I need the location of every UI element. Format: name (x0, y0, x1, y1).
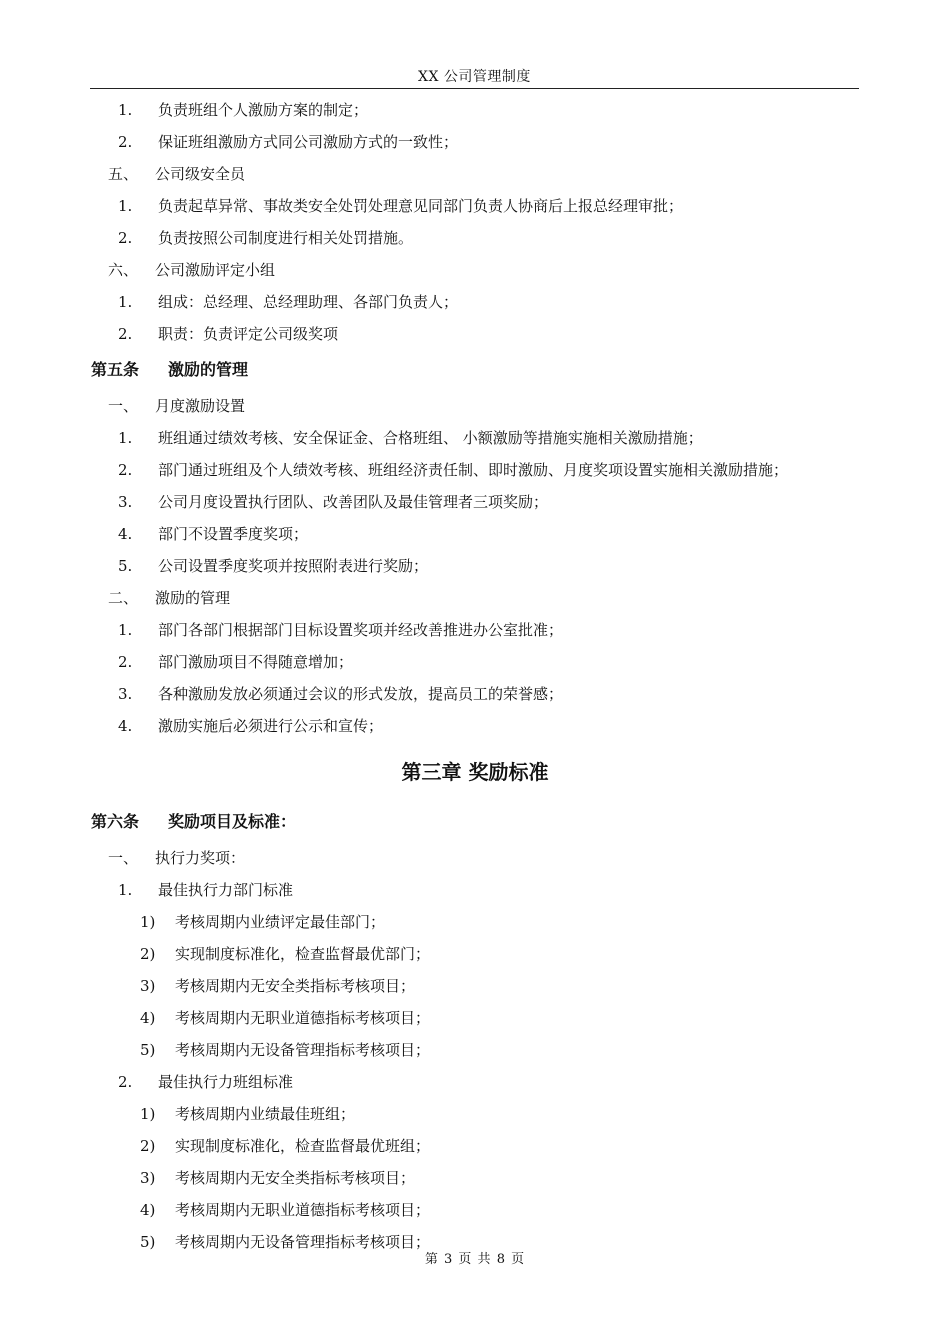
article-heading (0, 802, 950, 842)
item-text: 部门各部门根据部门目标设置奖项并经改善推进办公室批准； (158, 621, 564, 639)
item-text: 组成：总经理、总经理助理、各部门负责人； (158, 293, 459, 311)
section-item (0, 390, 950, 422)
item-text: 考核周期内无安全类指标考核项目； (175, 977, 416, 995)
section-item (0, 158, 950, 190)
item-text: 考核周期内无职业道德指标考核项目； (175, 1201, 431, 1219)
list-item (0, 614, 950, 646)
item-text: 实现制度标准化，检查监督最优班组； (175, 1137, 431, 1155)
sub-list-item (0, 1034, 950, 1066)
sub-list-item (0, 1194, 950, 1226)
item-number: 2) (140, 945, 156, 963)
item-number: 4. (118, 525, 133, 543)
item-text: 部门激励项目不得随意增加； (158, 653, 354, 671)
item-text: 保证班组激励方式同公司激励方式的一致性； (158, 133, 459, 151)
section-item (0, 582, 950, 614)
list-item (0, 518, 950, 550)
item-number: 2. (118, 229, 133, 247)
item-text: 负责按照公司制度进行相关处罚措施。 (158, 229, 414, 247)
page-footer: 第 3 页 共 8 页 (424, 1252, 526, 1267)
item-text: 最佳执行力部门标准 (158, 881, 294, 899)
list-item (0, 1066, 950, 1098)
item-number: 3) (140, 977, 156, 995)
page-header-title: XX 公司管理制度 (418, 69, 531, 85)
section-item (0, 254, 950, 286)
item-number: 1. (118, 429, 133, 447)
item-number: 一、 (108, 397, 139, 415)
article-number: 第五条 (91, 360, 140, 379)
item-number: 2) (140, 1137, 156, 1155)
chapter-heading: 第三章 奖励标准 (401, 760, 549, 784)
list-item (0, 550, 950, 582)
item-number: 5) (140, 1233, 156, 1251)
item-number: 二、 (108, 589, 139, 607)
item-number: 4) (140, 1201, 156, 1219)
sub-list-item (0, 1002, 950, 1034)
list-item (0, 190, 950, 222)
item-number: 3. (118, 493, 133, 511)
item-text: 月度激励设置 (155, 397, 246, 415)
item-number: 4. (118, 717, 133, 735)
item-text: 考核周期内无设备管理指标考核项目； (175, 1233, 431, 1251)
list-item (0, 126, 950, 158)
item-text: 考核周期内无职业道德指标考核项目； (175, 1009, 431, 1027)
section-item (0, 842, 950, 874)
item-number: 2. (118, 653, 133, 671)
item-text: 执行力奖项： (155, 849, 246, 867)
sub-list-item (0, 1130, 950, 1162)
list-item (0, 222, 950, 254)
item-text: 激励实施后必须进行公示和宣传； (158, 717, 384, 735)
sub-list-item (0, 1098, 950, 1130)
item-number: 1) (140, 913, 156, 931)
item-number: 3) (140, 1169, 156, 1187)
item-text: 考核周期内无安全类指标考核项目； (175, 1169, 416, 1187)
item-text: 最佳执行力班组标准 (158, 1073, 294, 1091)
item-number: 5. (118, 557, 133, 575)
article-title: 奖励项目及标准： (168, 812, 297, 831)
list-item (0, 678, 950, 710)
item-text: 公司月度设置执行团队、改善团队及最佳管理者三项奖励； (158, 493, 549, 511)
list-item (0, 710, 950, 742)
list-item (0, 874, 950, 906)
item-text: 各种激励发放必须通过会议的形式发放，提高员工的荣誉感； (158, 685, 564, 703)
item-text: 职责：负责评定公司级奖项 (158, 325, 339, 343)
item-number: 五、 (108, 165, 139, 183)
item-text: 公司级安全员 (155, 165, 246, 183)
sub-list-item (0, 1162, 950, 1194)
document-body (0, 94, 950, 1258)
list-item (0, 646, 950, 678)
item-number: 2. (118, 1073, 133, 1091)
item-number: 六、 (108, 261, 139, 279)
sub-list-item (0, 938, 950, 970)
item-text: 公司激励评定小组 (155, 261, 276, 279)
item-number: 一、 (108, 849, 139, 867)
item-number: 5) (140, 1041, 156, 1059)
item-text: 部门通过班组及个人绩效考核、班组经济责任制、即时激励、月度奖项设置实施相关激励措施； (158, 461, 789, 479)
list-item (0, 454, 950, 486)
item-text: 公司设置季度奖项并按照附表进行奖励； (158, 557, 429, 575)
article-number: 第六条 (91, 812, 140, 831)
item-number: 3. (118, 685, 133, 703)
item-text: 考核周期内无设备管理指标考核项目； (175, 1041, 431, 1059)
item-number: 1. (118, 101, 133, 119)
item-number: 1. (118, 621, 133, 639)
item-number: 2. (118, 133, 133, 151)
list-item (0, 94, 950, 126)
item-text: 部门不设置季度奖项； (158, 525, 309, 543)
item-number: 1. (118, 293, 133, 311)
item-number: 2. (118, 325, 133, 343)
list-item (0, 286, 950, 318)
list-item (0, 318, 950, 350)
item-text: 考核周期内业绩最佳班组； (175, 1105, 356, 1123)
article-title: 激励的管理 (168, 360, 249, 379)
item-number: 2. (118, 461, 133, 479)
item-text: 激励的管理 (155, 589, 231, 607)
header-divider (90, 88, 859, 89)
list-item (0, 422, 950, 454)
sub-list-item (0, 906, 950, 938)
item-text: 负责班组个人激励方案的制定； (158, 101, 369, 119)
item-text: 考核周期内业绩评定最佳部门； (175, 913, 386, 931)
item-number: 1. (118, 197, 133, 215)
sub-list-item (0, 970, 950, 1002)
item-number: 1. (118, 881, 133, 899)
item-number: 4) (140, 1009, 156, 1027)
item-text: 实现制度标准化，检查监督最优部门； (175, 945, 431, 963)
item-text: 负责起草异常、事故类安全处罚处理意见同部门负责人协商后上报总经理审批； (158, 197, 684, 215)
list-item (0, 486, 950, 518)
item-text: 班组通过绩效考核、安全保证金、合格班组、 小额激励等措施实施相关激励措施； (158, 429, 703, 447)
item-number: 1) (140, 1105, 156, 1123)
article-heading (0, 350, 950, 390)
